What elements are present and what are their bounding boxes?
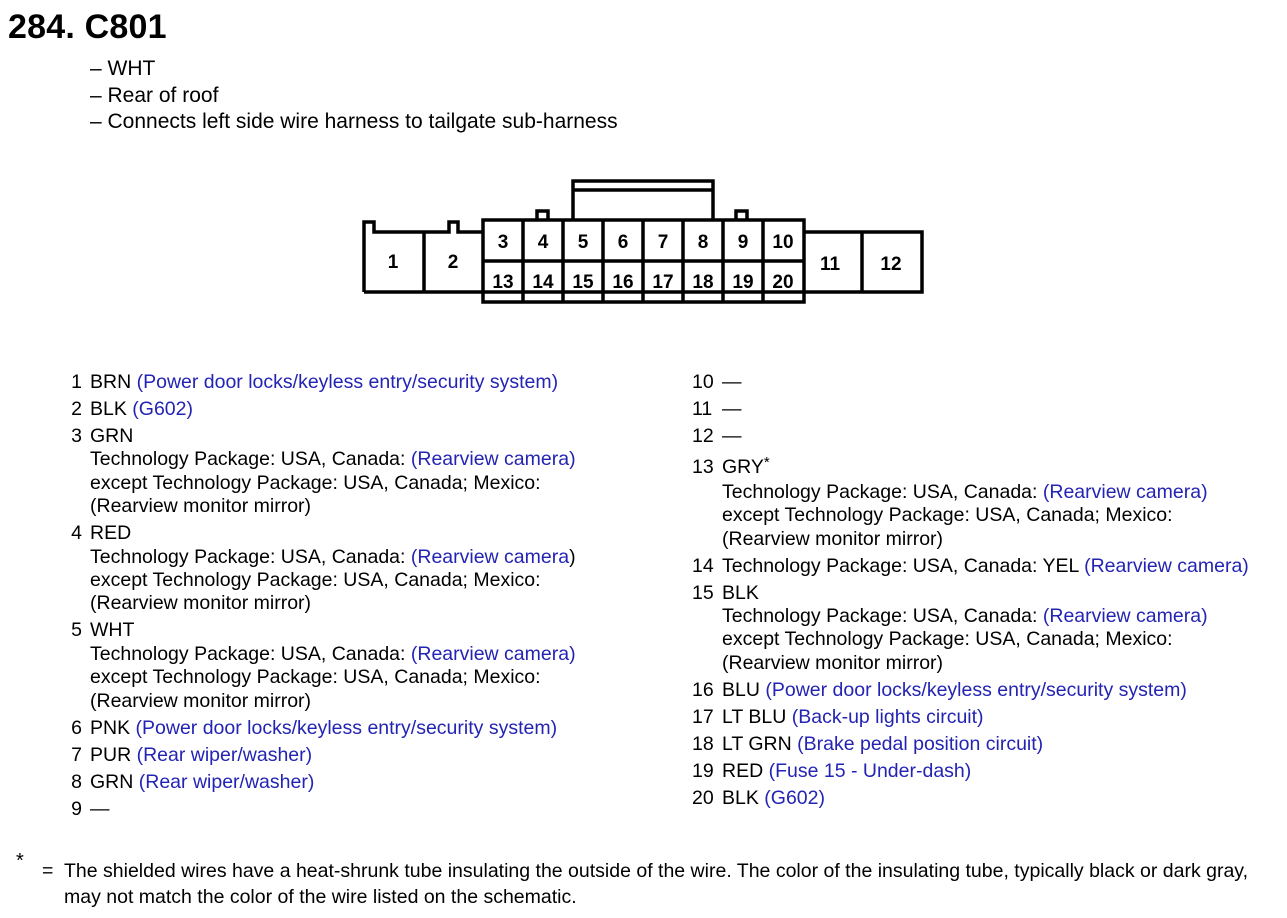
footnote-star: *: [16, 850, 24, 872]
circuit-link[interactable]: (Fuse 15 - Under-dash): [768, 759, 972, 782]
pin-entry-8: 8 GRN (Rear wiper/washer): [71, 770, 315, 793]
footnote-text: The shielded wires have a heat-shrunk tube insulating the outside of the wire. The color of the insulating tube, typically black or dark gray, may not match the color of the wire listed on the schematic.: [64, 860, 1249, 908]
pin-entry-9: 9 —: [71, 797, 110, 820]
pin-entry-18: 18 LT GRN (Brake pedal position circuit): [692, 732, 1044, 755]
pin-label-4: 4: [537, 232, 549, 253]
pin-entry-13: 13 GRY* Technology Package: USA, Canada: (Rearview camera) except Technology Package: USA, Canada; Mexico: (Rearview monitor mirror): [692, 454, 1208, 550]
pin-entry-4: 4 RED Technology Package: USA, Canada: (Rearview camera) except Technology Package: USA, Canada; Mexico: (Rearview monitor mirror): [71, 522, 576, 615]
pin-label-6: 6: [617, 232, 629, 253]
pin-label-18: 18: [692, 272, 714, 293]
footnote-equals: =: [42, 860, 54, 882]
circuit-link[interactable]: (Rear wiper/washer): [136, 743, 313, 766]
pin-label-19: 19: [732, 272, 754, 293]
pin-list-right: [692, 371, 1249, 814]
pin-entry-1: 1 BRN (Power door locks/keyless entry/security system): [71, 371, 559, 393]
circuit-link[interactable]: (Rearview camera): [1042, 480, 1208, 503]
pin-label-17: 17: [652, 272, 674, 293]
pin-label-15: 15: [572, 272, 594, 293]
circuit-link[interactable]: (Rearview camera): [1084, 554, 1249, 577]
pin-entry-19: 19 RED (Fuse 15 - Under-dash): [692, 759, 972, 782]
pin-entry-5: 5 WHT Technology Package: USA, Canada: (Rearview camera) except Technology Package: USA, Canada; Mexico: (Rearview monitor mirror): [71, 619, 576, 712]
circuit-link[interactable]: (Rearview camera): [410, 448, 576, 471]
pin-label-10: 10: [772, 232, 794, 253]
pin-entry-3: 3 GRN Technology Package: USA, Canada: (Rearview camera) except Technology Package: USA, Canada; Mexico: (Rearview monitor mirror): [71, 425, 576, 518]
detail-location: – Rear of roof: [90, 83, 219, 107]
circuit-link[interactable]: (Rearview camera: [410, 545, 570, 568]
connector-diagram: [0, 0, 1287, 340]
circuit-link[interactable]: (Rearview camera): [410, 642, 576, 665]
page-title: 284. C801: [8, 8, 167, 46]
pin-label-20: 20: [772, 272, 794, 293]
pin-entry-17: 17 LT BLU (Back-up lights circuit): [692, 705, 984, 728]
circuit-link[interactable]: (Power door locks/keyless entry/security system): [135, 716, 558, 739]
circuit-link[interactable]: (G602): [132, 398, 193, 420]
detail-color: – WHT: [90, 57, 156, 80]
pin-entry-14: 14 Technology Package: USA, Canada: YEL (Rearview camera): [692, 554, 1249, 577]
pin-label-14: 14: [532, 272, 554, 293]
pin-entry-2: 2 BLK (G602): [71, 398, 193, 420]
pin-label-9: 9: [737, 232, 749, 253]
pin-entry-12: 12 —: [692, 425, 742, 447]
pin-entry-15: 15 BLK Technology Package: USA, Canada: (Rearview camera) except Technology Package: USA, Canada; Mexico: (Rearview monitor mirror): [692, 581, 1208, 674]
circuit-link[interactable]: (Power door locks/keyless entry/security system): [765, 678, 1187, 701]
pin-entry-10: 10 —: [692, 371, 742, 393]
circuit-link[interactable]: (Rear wiper/washer): [138, 770, 315, 793]
pin-label-2: 2: [447, 252, 459, 273]
pin-entry-6: 6 PNK (Power door locks/keyless entry/security system): [71, 716, 558, 739]
shielded-mark: *: [763, 454, 770, 472]
pin-label-13: 13: [492, 272, 514, 293]
pin-label-12: 12: [880, 254, 902, 275]
circuit-link[interactable]: (Power door locks/keyless entry/security system): [136, 371, 559, 393]
circuit-link[interactable]: (Rearview camera): [1042, 605, 1208, 628]
pin-entry-20: 20 BLK (G602): [692, 786, 825, 809]
pin-label-1: 1: [387, 252, 399, 273]
circuit-link[interactable]: (Back-up lights circuit): [791, 705, 984, 728]
pin-label-16: 16: [612, 272, 634, 293]
pin-entry-7: 7 PUR (Rear wiper/washer): [71, 743, 313, 766]
circuit-link[interactable]: (G602): [764, 786, 825, 809]
pin-label-3: 3: [497, 232, 509, 253]
pin-entry-16: 16 BLU (Power door locks/keyless entry/security system): [692, 678, 1187, 701]
footnote: [16, 852, 1274, 910]
circuit-link[interactable]: (Brake pedal position circuit): [797, 732, 1044, 755]
pin-label-7: 7: [657, 232, 669, 253]
pin-entry-11: 11 —: [692, 398, 742, 420]
pin-label-11: 11: [819, 254, 841, 275]
pin-label-8: 8: [697, 232, 709, 253]
pin-list-left: [60, 371, 576, 825]
detail-connection: – Connects left side wire harness to tailgate sub-harness: [90, 110, 618, 133]
pin-label-5: 5: [577, 232, 589, 253]
